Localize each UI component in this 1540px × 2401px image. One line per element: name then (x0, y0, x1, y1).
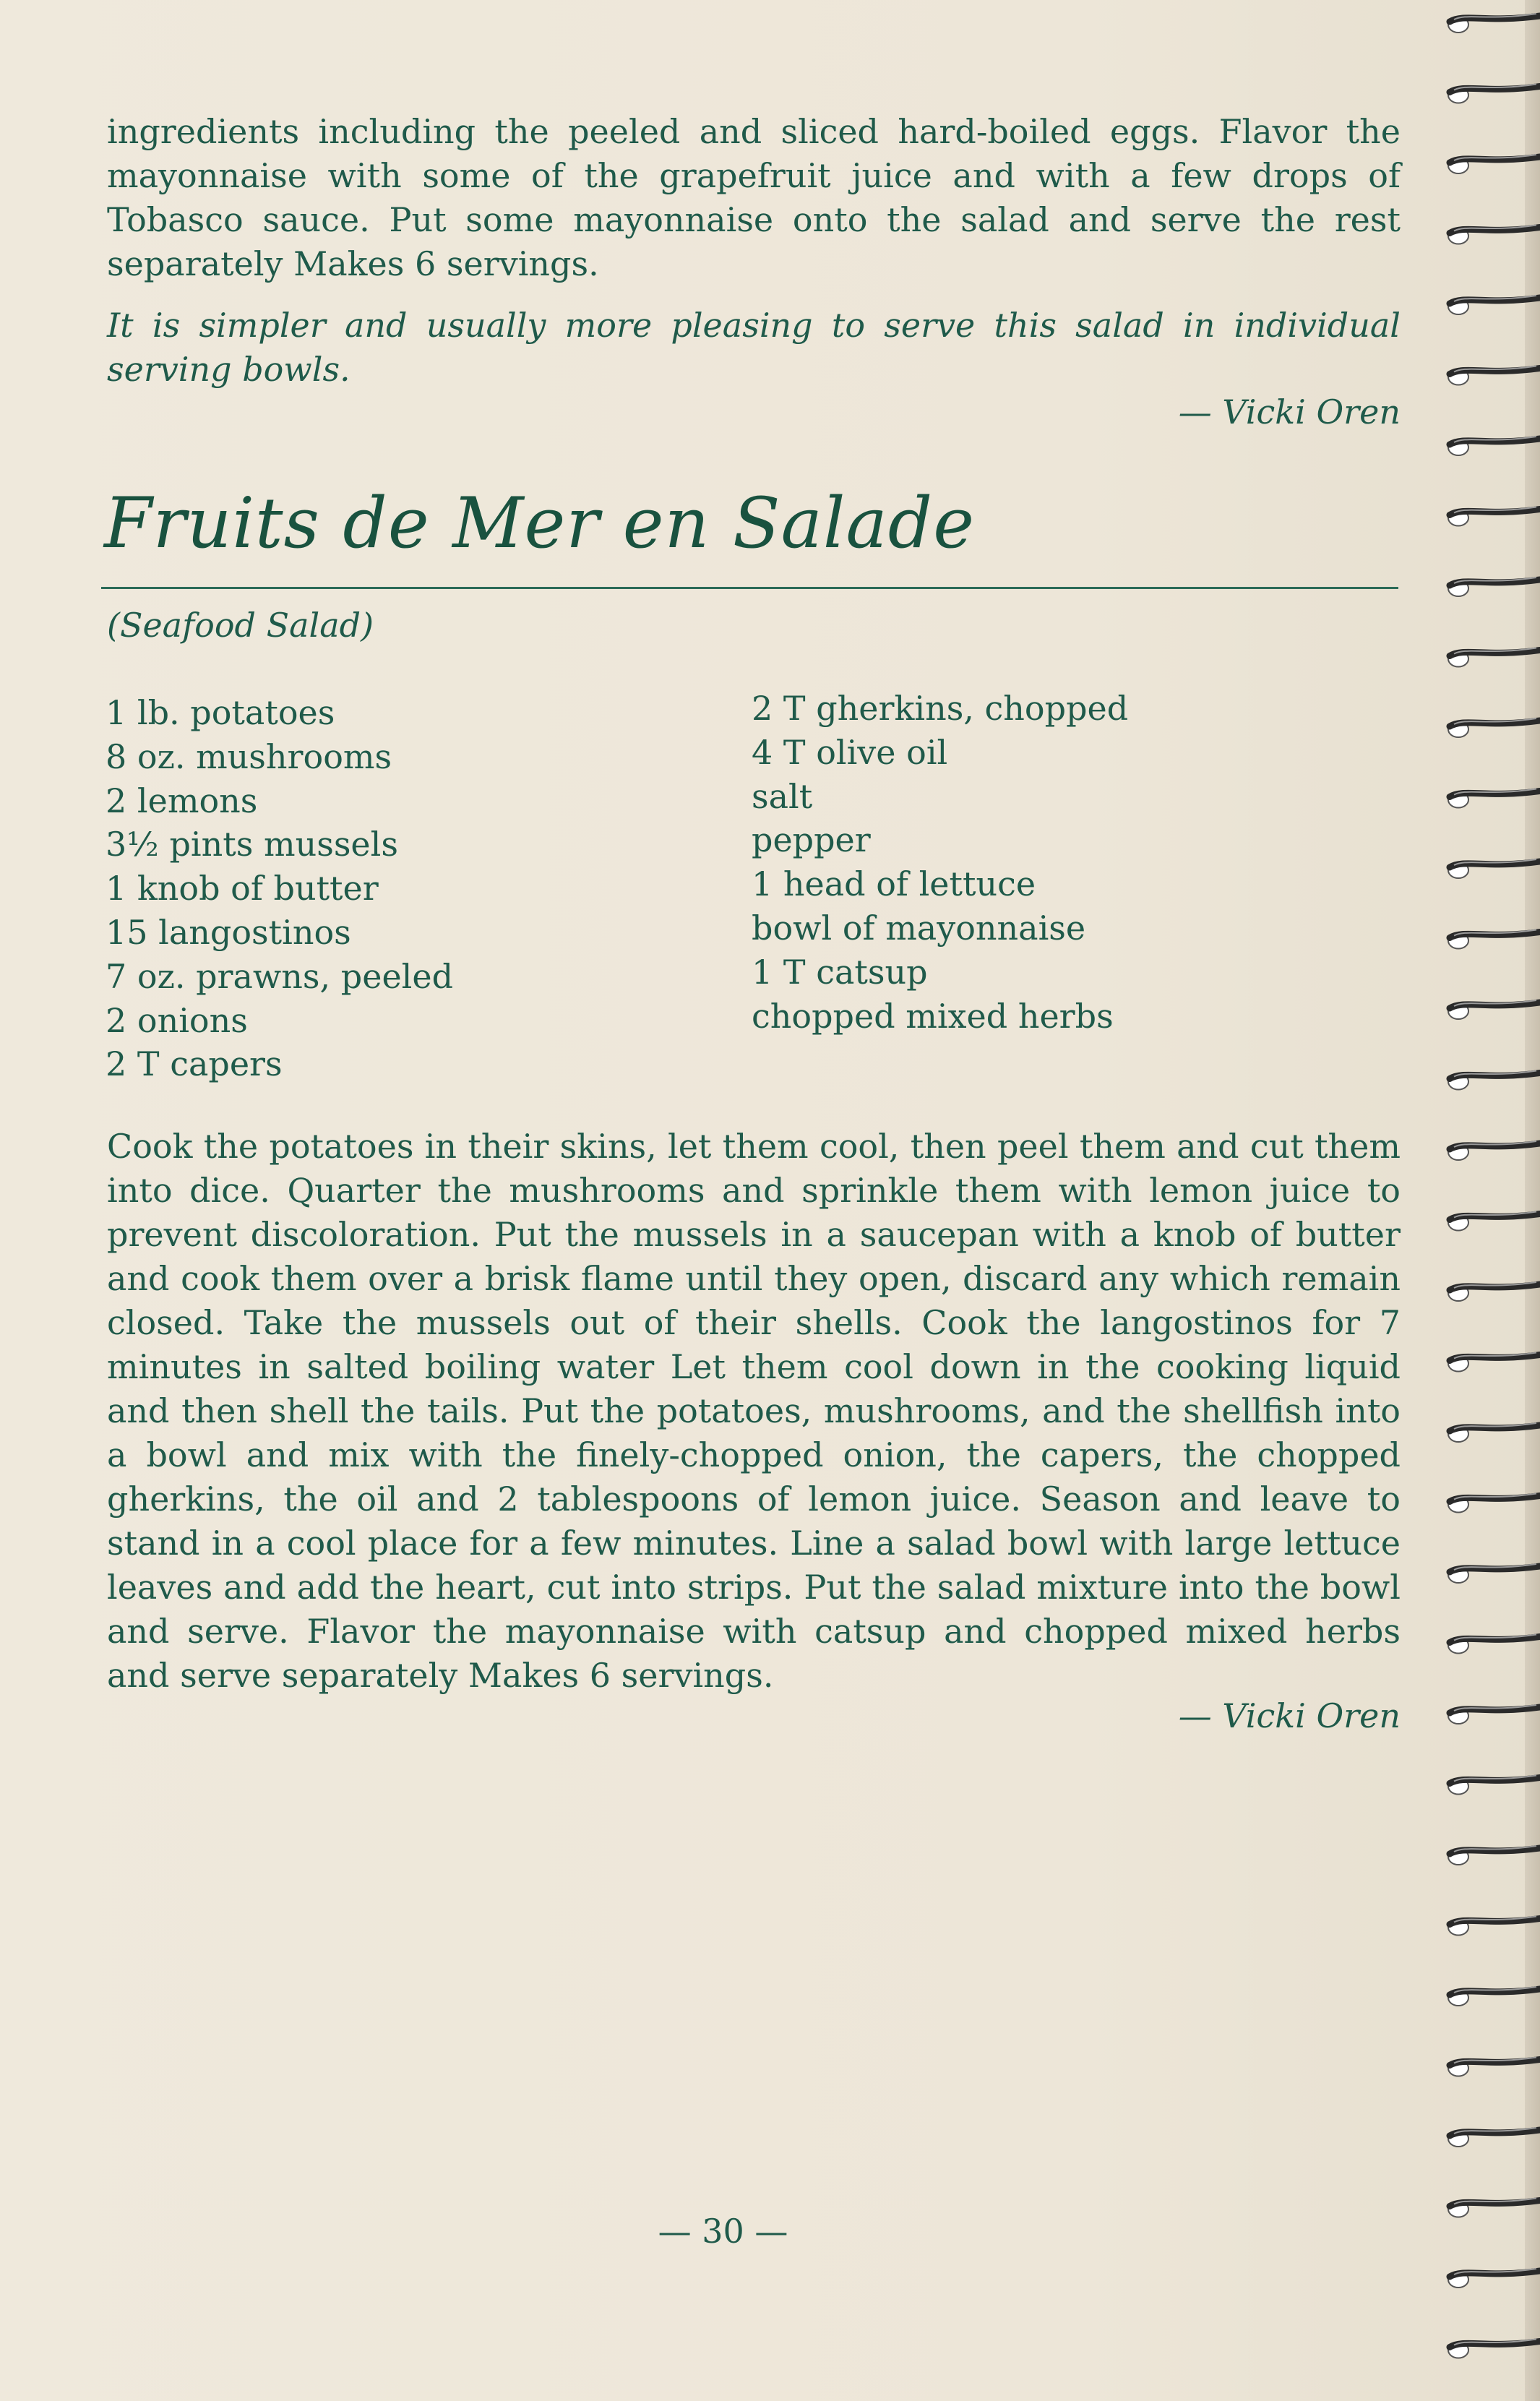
ingredient-item: bowl of mayonnaise (752, 908, 1086, 948)
page-number: — 30 — (658, 2212, 788, 2251)
title-divider (101, 587, 1398, 589)
ingredient-item: 4 T olive oil (752, 732, 948, 772)
binding-coil (1448, 85, 1540, 103)
binding-coil (1448, 1141, 1540, 1160)
ingredient-item: chopped mixed herbs (752, 996, 1114, 1036)
ingredient-item: 3½ pints mussels (106, 825, 398, 864)
binding-coil (1448, 1917, 1540, 1936)
binding-coil (1448, 930, 1540, 949)
ingredient-item: 1 head of lettuce (752, 864, 1036, 904)
ingredients-right (752, 687, 1128, 1038)
binding-coil (1448, 1564, 1540, 1583)
ingredient-item: salt (752, 776, 813, 816)
ingredient-item: 2 lemons (106, 781, 258, 820)
binding-coil (1448, 859, 1540, 878)
binding-coil (1448, 1987, 1540, 2006)
binding-coil (1448, 648, 1540, 667)
binding-coil (1448, 1705, 1540, 1724)
binding-coil (1448, 155, 1540, 173)
binding-coil (1448, 1353, 1540, 1372)
binding-coil (1448, 718, 1540, 737)
recipe-method: Cook the potatoes in their skins, let them cool, then peel them and cut them into dice. Quarter the mushrooms and sprinkle them with lemon juice to prevent discoloration. Put the mussels in a saucepan with a knob of butter and cook them over a brisk flame until they open, discard any which remain closed. Take the mussels out of their shells. Cook the langostinos for 7 minutes in salted boiling water Let them cool down in the cooking liquid and then shell the tails. Put the potatoes, mushrooms, and the shellfish into a bowl and mix with the finely-chopped onion, the capers, the chopped gherkins, the oil and 2 tablespoons of lemon juice. Season and leave to stand in a cool place for a few minutes. Line a salad bowl with large lettuce leaves and add the heart, cut into strips. Put the salad mixture into the bowl and serve. Flavor the mayonnaise with catsup and chopped mixed herbs and serve separately Makes 6 servings. (107, 1127, 1401, 1695)
binding-coil (1448, 226, 1540, 244)
ingredient-item: 7 oz. prawns, peeled (106, 956, 454, 996)
binding-coil (1448, 366, 1540, 385)
spiral-binding (1442, 0, 1540, 2401)
binding-coil (1448, 1282, 1540, 1301)
ingredient-item: 1 lb. potatoes (106, 693, 335, 732)
binding-coil (1448, 14, 1540, 33)
binding-coil (1448, 2340, 1540, 2358)
binding-coil (1448, 1423, 1540, 1442)
ingredients-left (106, 691, 453, 1086)
binding-coil (1448, 1494, 1540, 1513)
binding-coil (1448, 2269, 1540, 2288)
intro-note: It is simpler and usually more pleasing to serve this salad in individual serving bowls. (107, 306, 1401, 389)
binding-coil (1448, 1071, 1540, 1090)
recipe-title: Fruits de Mer en Salade (104, 483, 976, 564)
binding-coil (1448, 296, 1540, 314)
ingredient-item: 8 oz. mushrooms (106, 736, 392, 776)
ingredient-item: 2 onions (106, 1000, 248, 1040)
binding-coil (1448, 2199, 1540, 2217)
ingredient-item: pepper (752, 820, 871, 860)
binding-coil (1448, 1635, 1540, 1654)
binding-coil (1448, 2128, 1540, 2147)
intro-paragraph: ingredients including the peeled and sliced hard-boiled eggs. Flavor the mayonnaise with some of the grapefruit juice and with a few drops of Tobasco sauce. Put some mayonnaise onto the salad and serve the rest separately Makes 6 servings. (107, 112, 1401, 283)
ingredient-item: 1 T catsup (752, 952, 928, 992)
intro-credit: — Vicki Oren (1178, 392, 1401, 431)
ingredient-item: 2 T gherkins, chopped (752, 689, 1129, 728)
binding-coil (1448, 2058, 1540, 2076)
binding-coil (1448, 507, 1540, 526)
binding-coil (1448, 437, 1540, 455)
ingredient-item: 1 knob of butter (106, 869, 379, 909)
binding-coil (1448, 577, 1540, 596)
binding-coil (1448, 1000, 1540, 1019)
recipe-credit: — Vicki Oren (1178, 1696, 1401, 1735)
ingredient-item: 2 T capers (106, 1044, 283, 1084)
binding-coil (1448, 1212, 1540, 1231)
binding-coil (1448, 1776, 1540, 1795)
binding-coil (1448, 1846, 1540, 1865)
recipe-subtitle: (Seafood Salad) (107, 606, 374, 645)
binding-coil (1448, 789, 1540, 808)
ingredient-item: 15 langostinos (106, 912, 351, 952)
